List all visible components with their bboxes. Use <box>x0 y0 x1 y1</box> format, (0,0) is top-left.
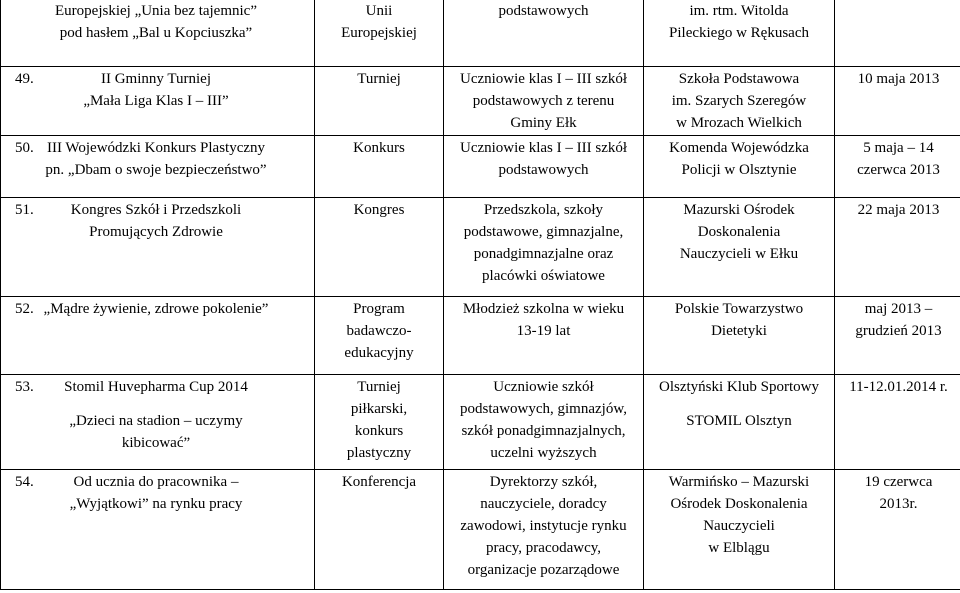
event-name-line: „Mądre żywienie, zdrowe pokolenie” <box>43 301 269 317</box>
event-date-line: 11-12.01.2014 r. <box>849 379 948 395</box>
event-name-line: II Gminny Turniej <box>100 71 211 87</box>
row-number: 49. <box>15 71 34 87</box>
event-name-line: kibicować” <box>121 435 191 451</box>
event-date-line: 22 maja 2013 <box>857 202 940 218</box>
table-row <box>1 67 960 136</box>
organizer-cell <box>644 67 835 136</box>
event-type-cell <box>315 136 444 198</box>
event-date-line: czerwca 2013 <box>857 162 940 178</box>
table-row <box>1 375 960 470</box>
target-group-line: uczelni wyższych <box>490 445 597 461</box>
event-name-cell <box>1 136 315 198</box>
event-type-line: Kongres <box>353 202 405 218</box>
organizer-line: im. rtm. Witolda <box>689 3 789 19</box>
event-type-line: plastyczny <box>346 445 412 461</box>
target-group-line: Uczniowie szkół <box>493 379 594 395</box>
event-name-line: pod hasłem „Bal u Kopciuszka” <box>59 25 253 41</box>
row-number: 51. <box>15 202 34 218</box>
organizer-line: Policji w Olsztynie <box>681 162 797 178</box>
event-type-cell <box>315 67 444 136</box>
event-type-cell <box>315 297 444 375</box>
event-date-line: 2013r. <box>879 496 918 512</box>
target-group-line: nauczyciele, doradcy <box>480 496 607 512</box>
organizer-line: STOMIL Olsztyn <box>686 413 792 429</box>
organizer-cell <box>644 136 835 198</box>
event-type-line: Konkurs <box>353 140 405 156</box>
organizer-cell <box>644 470 835 590</box>
event-name-cell <box>1 375 315 470</box>
event-date-cell <box>835 297 960 375</box>
organizer-line: w Mrozach Wielkich <box>676 115 802 131</box>
event-name-cell <box>1 67 315 136</box>
target-group-line: ponadgimnazjalne oraz <box>473 246 614 262</box>
table-row <box>1 136 960 198</box>
organizer-line <box>648 398 830 410</box>
event-date-cell <box>835 136 960 198</box>
event-name-line: „Mała Liga Klas I – III” <box>83 93 229 109</box>
organizer-line: Nauczycieli w Ełku <box>679 246 799 262</box>
event-date-cell <box>835 375 960 470</box>
target-group-cell <box>444 297 644 375</box>
organizer-line: Olsztyński Klub Sportowy <box>658 379 819 395</box>
organizer-cell <box>644 297 835 375</box>
event-name-line: Promujących Zdrowie <box>89 224 223 240</box>
event-date-cell <box>835 198 960 297</box>
event-date-line: 10 maja 2013 <box>857 71 940 87</box>
event-name-cell <box>1 0 315 67</box>
target-group-line: Uczniowie klas I – III szkół <box>459 140 628 156</box>
event-name-line: „Wyjątkowi” na rynku pracy <box>69 496 243 512</box>
event-type-line: badawczo- <box>346 323 412 339</box>
event-name-cell <box>1 198 315 297</box>
row-number: 54. <box>15 474 34 490</box>
target-group-line: podstawowych <box>498 3 589 19</box>
organizer-cell <box>644 375 835 470</box>
event-type-line: edukacyjny <box>344 345 414 361</box>
event-name-line: III Wojewódzki Konkurs Plastyczny <box>46 140 266 156</box>
target-group-line: placówki oświatowe <box>482 268 605 284</box>
organizer-line: im. Szarych Szeregów <box>671 93 807 109</box>
target-group-line: Młodzież szkolna w wieku <box>462 301 625 317</box>
event-type-line: Unii <box>365 3 393 19</box>
table-row <box>1 470 960 590</box>
row-number: 53. <box>15 379 34 395</box>
event-name <box>41 137 271 181</box>
event-date-cell <box>835 470 960 590</box>
table-row <box>1 297 960 375</box>
event-type-line: piłkarski, <box>350 401 408 417</box>
organizer-line: Ośrodek Doskonalenia <box>670 496 808 512</box>
event-name <box>41 376 271 454</box>
event-date-line <box>839 0 958 12</box>
target-group-line: organizacje pozarządowe <box>467 562 620 578</box>
organizer-cell <box>644 198 835 297</box>
event-name-line: Stomil Huvepharma Cup 2014 <box>64 379 248 395</box>
organizer-line: Polskie Towarzystwo <box>674 301 804 317</box>
organizer-line: Dietetyki <box>711 323 767 339</box>
event-name-line: Europejskiej „Unia bez tajemnic” <box>55 3 257 19</box>
event-type-cell <box>315 470 444 590</box>
target-group-cell <box>444 0 644 67</box>
target-group-cell <box>444 470 644 590</box>
event-name-line <box>41 398 271 410</box>
event-name-line: Kongres Szkół i Przedszkoli <box>70 202 242 218</box>
organizer-line: Mazurski Ośrodek <box>683 202 795 218</box>
target-group-line: Uczniowie klas I – III szkół <box>459 71 628 87</box>
event-date-line: maj 2013 – <box>864 301 933 317</box>
event-date-line: 5 maja – 14 <box>863 140 934 156</box>
target-group-cell <box>444 67 644 136</box>
target-group-line: podstawowych <box>498 162 589 178</box>
event-name <box>41 298 271 320</box>
event-type-cell <box>315 375 444 470</box>
organizer-line: Pileckiego w Rękusach <box>669 25 809 41</box>
event-type-cell <box>315 0 444 67</box>
target-group-line: zawodowi, instytucje rynku <box>460 518 627 534</box>
row-number: 52. <box>15 301 34 317</box>
organizer-line: w Elblągu <box>708 540 770 556</box>
organizer-line: Warmińsko – Mazurski <box>668 474 810 490</box>
event-date-cell <box>835 67 960 136</box>
event-type-line: Turniej <box>357 71 401 87</box>
target-group-line: podstawowych, gimnazjów, <box>460 401 627 417</box>
target-group-line: Przedszkola, szkoły <box>483 202 604 218</box>
row-number: 50. <box>15 140 34 156</box>
target-group-line: 13-19 lat <box>516 323 571 339</box>
target-group-line: pracy, pracodawcy, <box>485 540 602 556</box>
event-name-cell <box>1 297 315 375</box>
organizer-line: Nauczycieli <box>703 518 775 534</box>
organizer-line: Doskonalenia <box>697 224 781 240</box>
event-date-line: 19 czerwca <box>864 474 933 490</box>
target-group-line: Gminy Ełk <box>510 115 577 131</box>
event-name <box>41 0 271 44</box>
event-type-line: Program <box>353 301 405 317</box>
event-type-cell <box>315 198 444 297</box>
organizer-line: Szkoła Podstawowa <box>678 71 800 87</box>
target-group-line: szkół ponadgimnazjalnych, <box>461 423 626 439</box>
target-group-cell <box>444 375 644 470</box>
event-date-cell <box>835 0 960 67</box>
target-group-cell <box>444 198 644 297</box>
table-row <box>1 0 960 67</box>
event-name-line: Od ucznia do pracownika – <box>73 474 239 490</box>
organizer-cell <box>644 0 835 67</box>
table-row <box>1 198 960 297</box>
target-group-cell <box>444 136 644 198</box>
event-date-line: grudzień 2013 <box>855 323 942 339</box>
event-type-line: Turniej <box>357 379 401 395</box>
target-group-line: podstawowe, gimnazjalne, <box>463 224 624 240</box>
event-name <box>41 471 271 515</box>
event-type-line: Konferencja <box>341 474 417 490</box>
target-group-line: podstawowych z terenu <box>472 93 615 109</box>
event-name <box>41 68 271 112</box>
event-name-cell <box>1 470 315 590</box>
target-group-line: Dyrektorzy szkół, <box>489 474 598 490</box>
organizer-line: Komenda Wojewódzka <box>669 140 809 156</box>
event-name <box>41 199 271 243</box>
event-type-line: konkurs <box>354 423 404 439</box>
event-name-line: pn. „Dbam o swoje bezpieczeństwo” <box>45 162 267 178</box>
event-type-line: Europejskiej <box>341 25 417 41</box>
event-name-line: „Dzieci na stadion – uczymy <box>69 413 243 429</box>
